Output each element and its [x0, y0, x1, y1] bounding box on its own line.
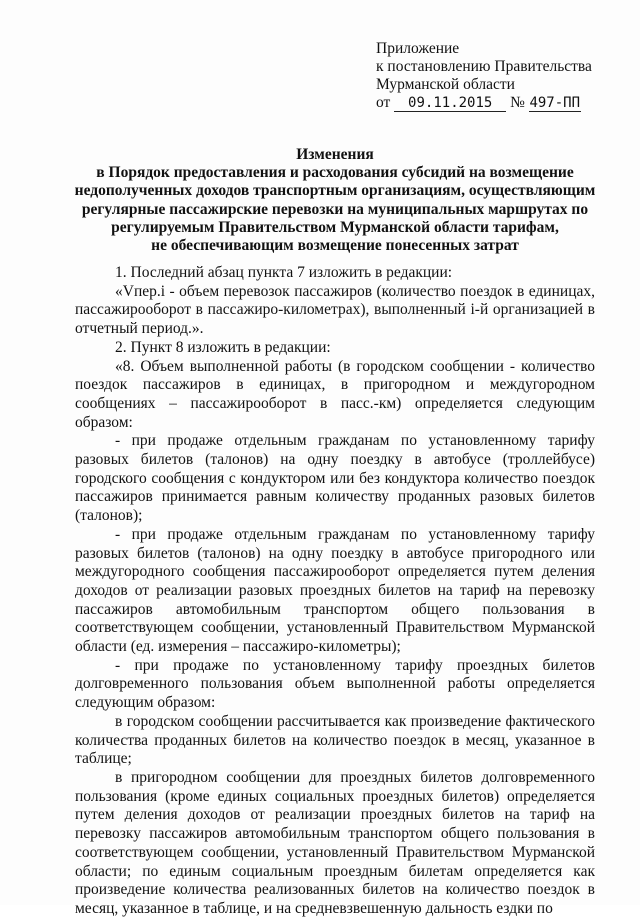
appendix-region-line: Мурманской области [376, 76, 515, 93]
paragraph-4: «8. Объем выполненной работы (в городском сообщении - количество поездок пассажиров в единицах, в пригородном и междугородном сообщениях – пассажирооборот в пасс.-км) определяется следующим образом: [75, 357, 595, 431]
title-line-3: регулярные пассажирские перевозки на муниципальных маршрутах по [81, 200, 589, 218]
title-line-4: регулируемым Правительством Мурманской области тарифам, [111, 218, 559, 236]
title-heading: Изменения [296, 146, 374, 163]
date-prefix: от [376, 94, 391, 111]
paragraph-1: 1. Последний абзац пункта 7 изложить в редакции: [115, 264, 453, 281]
paragraph-9: в пригородном сообщении для проездных билетов долговременного пользования (кроме единых социальных проездных билетов) определяется путем деления доходов от реализации проездных билетов на тариф на перевозку пассажиров автомобильным транспортом общего пользования в соответствующем сообщении, установленный Правительством Мурманской области; по единым социальным проездным билетам определяется как произведение количества реализованных билетов на количество поездок в месяц, указанное в таблице, и на средневзвешенную дальность ездки по [75, 768, 595, 917]
paragraph-8: в городском сообщении рассчитывается как произведение фактического количества проданных билетов на количество поездок в месяц, указанное в таблице; [75, 712, 595, 768]
appendix-label: Приложение [376, 40, 460, 57]
paragraph-2: «Vпер.i - объем перевозок пассажиров (количество поездок в единицах, пассажирооборот в пассажиро-километрах), выполненный i-й организацией в отчетный период.». [75, 282, 595, 338]
appendix-block [376, 40, 616, 112]
paragraph-7: - при продаже по установленному тарифу проездных билетов долговременного пользования объем выполненной работы определяется следующим образом: [75, 656, 595, 712]
document-body [75, 264, 595, 919]
paragraph-6: - при продаже отдельным гражданам по установленному тарифу разовых билетов (талонов) на одну поездку в автобусе пригородного или междугородного сообщения пассажирооборот определяется путем деления доходов от реализации разовых проездных билетов на тариф на перевозку пассажиров автомобильным транспортом общего пользования в соответствующем сообщении, установленный Правительством Мурманской области (ед. измерения – пассажиро-километры); [75, 525, 595, 656]
resolution-date: 09.11.2015 [394, 96, 506, 112]
document-title [70, 146, 600, 255]
title-line-5: не обеспечивающим возмещение понесенных затрат [151, 237, 519, 255]
paragraph-3: 2. Пункт 8 изложить в редакции: [115, 338, 331, 356]
number-prefix: № [510, 94, 525, 111]
title-line-1: в Порядок предоставления и расходования субсидий на возмещение [96, 164, 574, 182]
resolution-number: 497-ПП [529, 95, 581, 111]
paragraph-5: - при продаже отдельным гражданам по установленному тарифу разовых билетов (талонов) на одну поездку в автобусе (троллейбусе) городского сообщения с кондуктором или без кондуктора количество поездок пассажиров принимается равным количеству проданных разовых билетов (талонов); [75, 432, 595, 525]
appendix-resolution-line: к постановлению Правительства [376, 58, 592, 75]
title-line-2: недополученных доходов транспортным организациям, осуществляющим [74, 182, 596, 200]
appendix-date-number-line [376, 94, 616, 112]
